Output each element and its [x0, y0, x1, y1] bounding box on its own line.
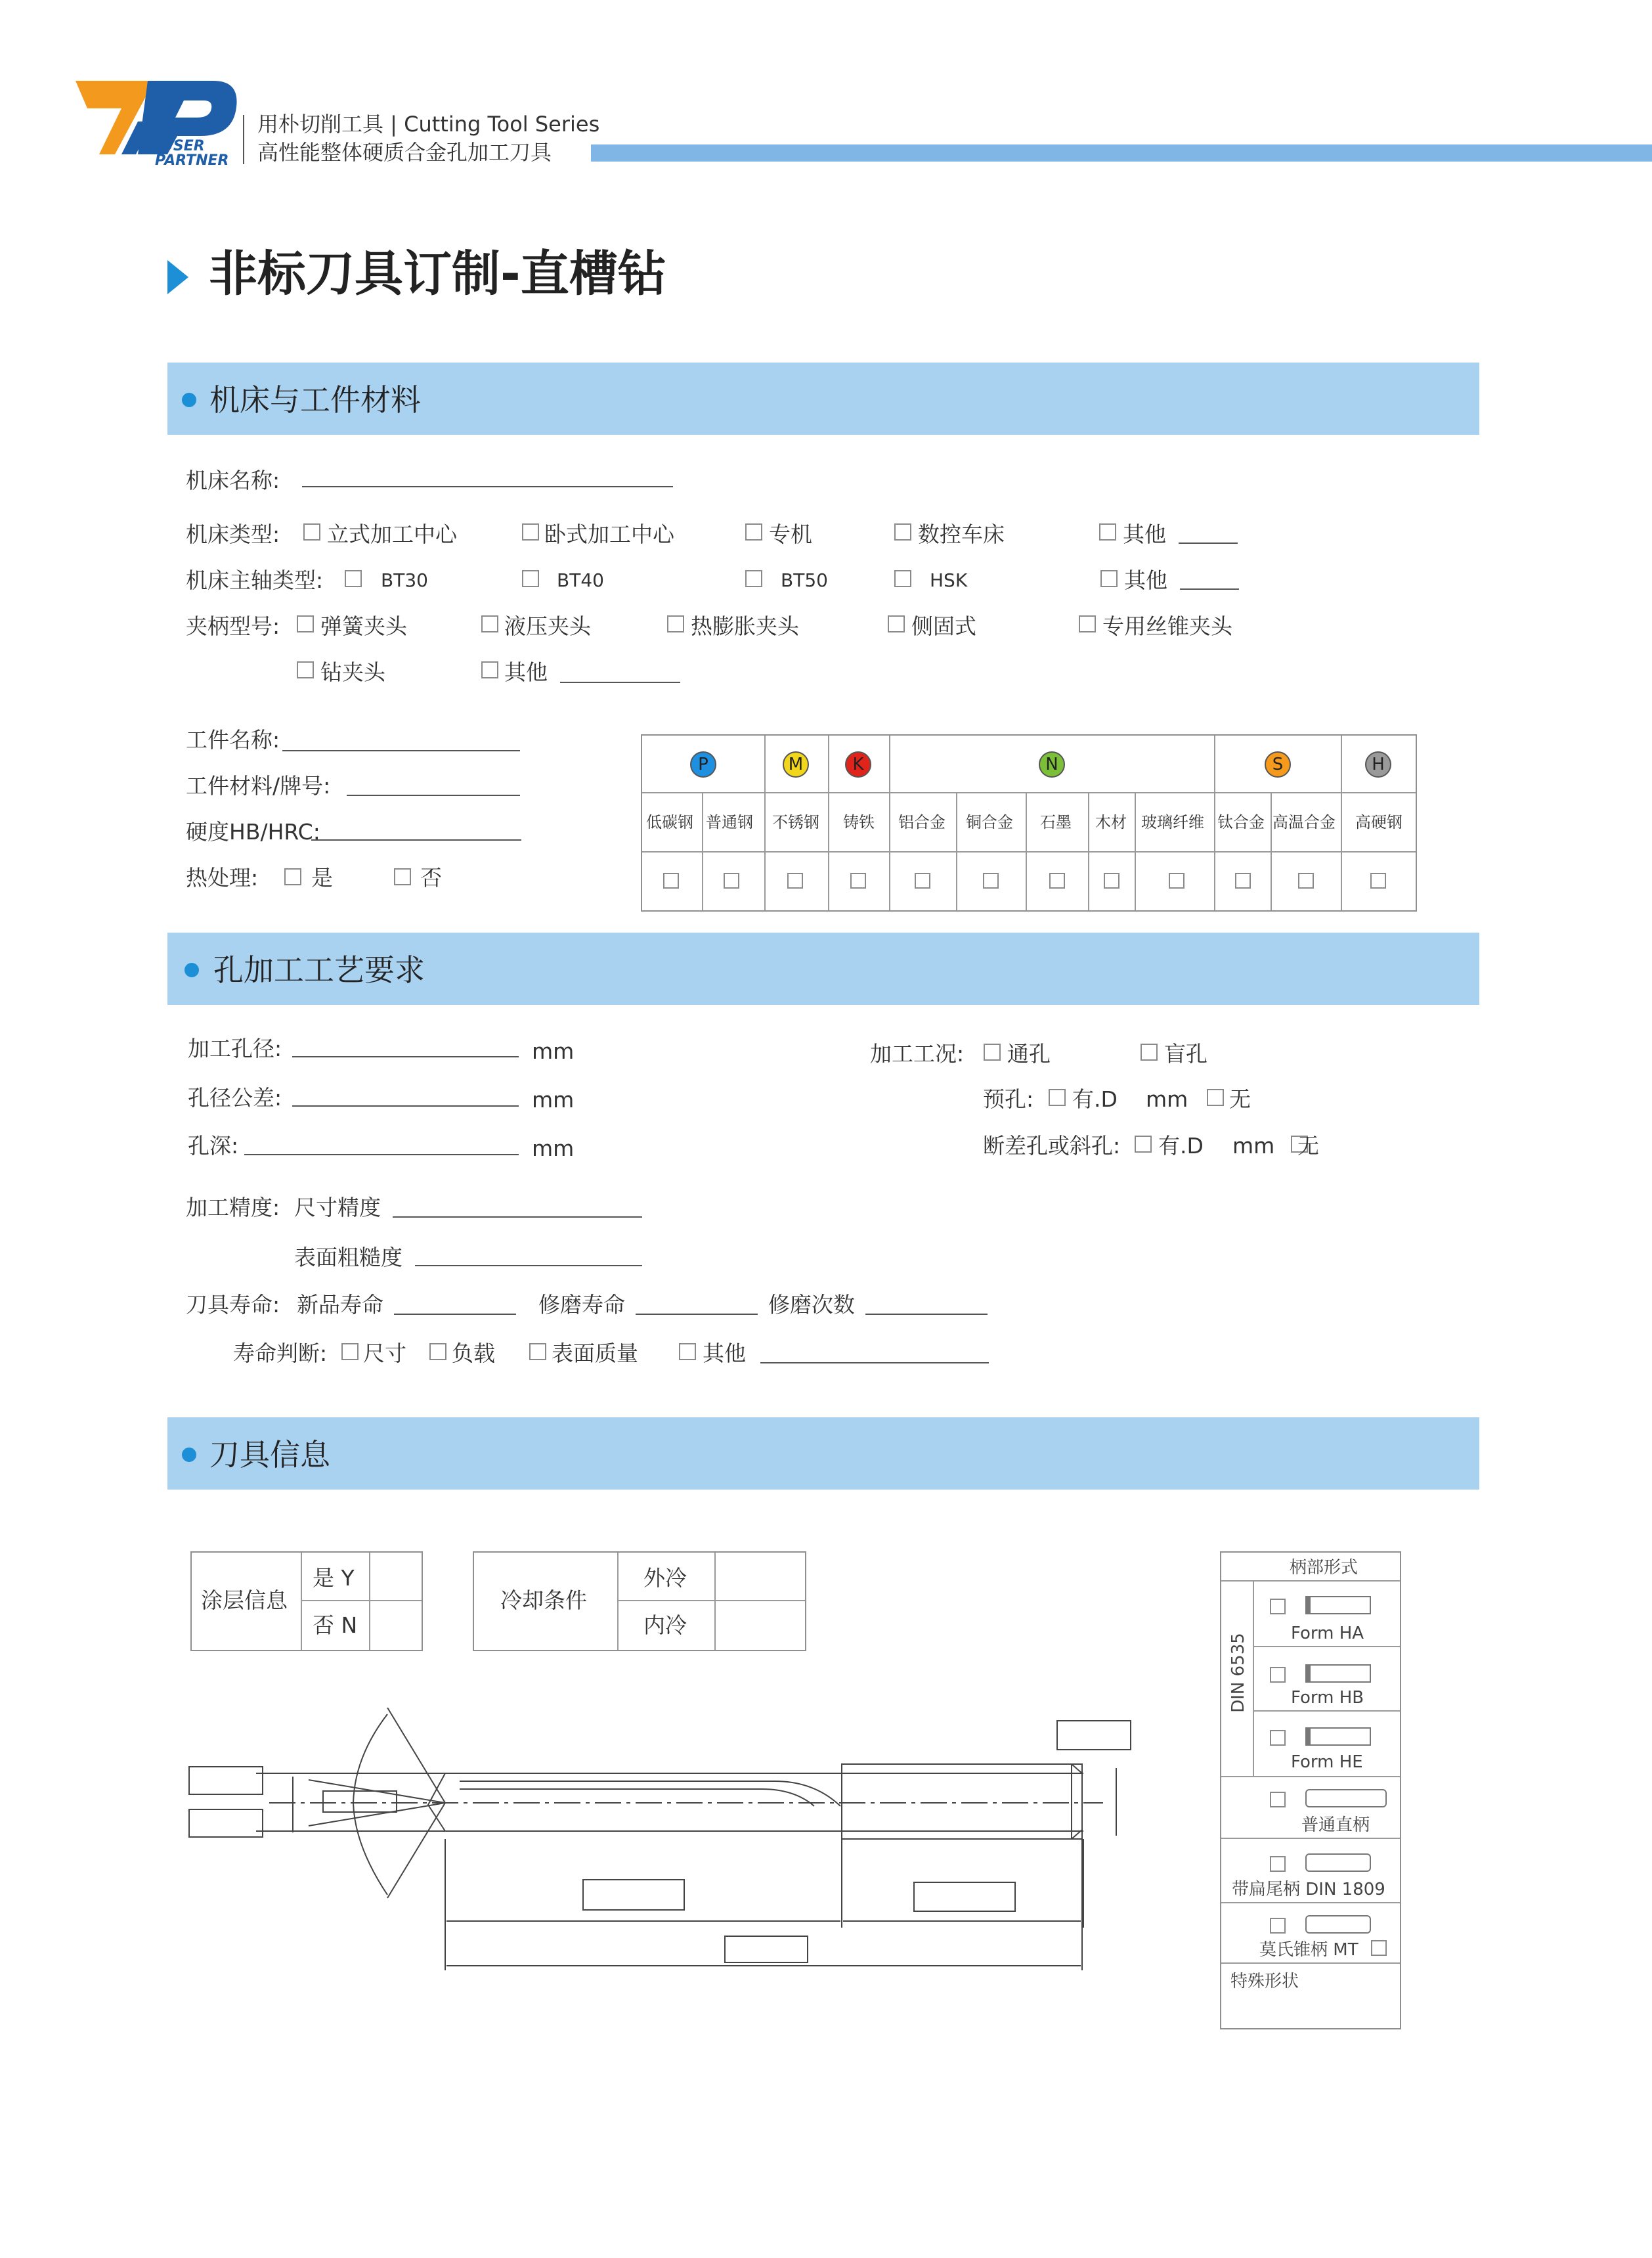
col-divider: [764, 736, 766, 910]
col-divider: [1341, 736, 1342, 910]
col-divider: [1088, 792, 1089, 910]
option-label: 尺寸: [363, 1340, 406, 1366]
material-col-label: 木材: [1095, 813, 1127, 831]
coating-no-label: 否 N: [313, 1612, 358, 1638]
row-divider: [642, 792, 1416, 793]
row-divider: [1221, 1580, 1400, 1582]
bullet-icon: [182, 1448, 196, 1462]
checkbox[interactable]: [667, 615, 684, 632]
material-group-s: S: [1265, 751, 1291, 778]
option-label: 其他: [1123, 521, 1166, 547]
workpiece-name-label: 工件名称:: [186, 727, 280, 753]
life-judgement-label: 寿命判断:: [233, 1340, 328, 1366]
option-label: 专用丝锥夹头: [1102, 613, 1232, 639]
row-divider: [1221, 1838, 1400, 1839]
option-label: 是: [311, 865, 333, 891]
coating-yes-cell[interactable]: [370, 1553, 422, 1599]
surface-roughness-label: 表面粗糙度: [294, 1245, 402, 1270]
row-divider: [1254, 1710, 1400, 1712]
option-label: 表面质量: [552, 1340, 638, 1366]
cooling-external-cell[interactable]: [716, 1553, 805, 1599]
diameter-field[interactable]: [292, 1056, 519, 1057]
row-divider: [1254, 1646, 1400, 1647]
option-label: 负载: [452, 1340, 495, 1366]
checkbox[interactable]: [894, 523, 911, 541]
flat-tang-label: 带扁尾柄 DIN 1809: [1232, 1880, 1385, 1899]
option-label: 液压夹头: [504, 613, 591, 639]
shank-checkbox[interactable]: [1270, 1730, 1286, 1746]
checkbox[interactable]: [303, 523, 320, 541]
regrind-count-label: 修磨次数: [768, 1292, 855, 1317]
coating-yes-label: 是 Y: [313, 1565, 355, 1591]
shank-checkbox[interactable]: [1270, 1599, 1286, 1614]
depth-field[interactable]: [244, 1154, 519, 1155]
checkbox[interactable]: [745, 523, 762, 541]
material-group-n: N: [1039, 751, 1065, 778]
material-col-label: 高温合金: [1272, 813, 1336, 831]
hardness-field[interactable]: [311, 839, 521, 841]
option-label: 无: [1229, 1086, 1251, 1112]
title-arrow-icon: [167, 260, 188, 294]
din-label: DIN 6535: [1228, 1633, 1248, 1713]
material-col-label: 不锈钢: [772, 813, 819, 831]
material-group-h: H: [1365, 751, 1391, 778]
checkbox[interactable]: [297, 615, 314, 632]
shank-dia-input-box[interactable]: [1057, 1721, 1131, 1750]
spindle-type-label: 机床主轴类型:: [186, 567, 324, 593]
diameter-input-box[interactable]: [323, 1791, 397, 1812]
unit-label: mm: [532, 1038, 575, 1064]
row-divider: [1221, 1776, 1400, 1777]
brand-line2: PARTNER: [155, 152, 229, 169]
material-checkbox[interactable]: [1104, 873, 1119, 889]
checkbox[interactable]: [341, 1343, 359, 1360]
material-group-p: P: [690, 751, 716, 778]
col-divider: [301, 1553, 302, 1650]
size-precision-label: 尺寸精度: [294, 1195, 381, 1220]
shank-icon: [1305, 1789, 1387, 1807]
shank-checkbox[interactable]: [1270, 1856, 1286, 1872]
prehole-label: 预孔:: [983, 1086, 1034, 1112]
cooling-internal-cell[interactable]: [716, 1601, 805, 1650]
checkbox[interactable]: [984, 1044, 1001, 1061]
straight-shank-label: 普通直柄: [1301, 1815, 1370, 1835]
option-label: 侧固式: [911, 613, 976, 639]
checkbox[interactable]: [394, 868, 411, 885]
material-col-label: 铝合金: [898, 813, 946, 831]
material-checkbox[interactable]: [1370, 873, 1386, 889]
option-label: BT40: [557, 569, 604, 591]
tip-input-box[interactable]: [189, 1809, 263, 1837]
option-label: 弹簧夹头: [320, 613, 407, 639]
new-life-field[interactable]: [394, 1314, 516, 1315]
cooling-internal-label: 内冷: [643, 1612, 687, 1638]
tool-life-label: 刀具寿命:: [186, 1292, 280, 1317]
special-shape-label: 特殊形状: [1230, 1972, 1299, 1991]
col-divider: [1271, 792, 1272, 910]
option-label: 通孔: [1007, 1041, 1051, 1067]
option-label: 其他: [504, 659, 548, 685]
material-checkbox[interactable]: [787, 873, 803, 889]
checkbox[interactable]: [1100, 570, 1118, 587]
section-process-header: [167, 933, 1479, 1005]
checkbox[interactable]: [894, 570, 911, 587]
hardness-label: 硬度HB/HRC:: [186, 819, 320, 845]
material-checkbox[interactable]: [1298, 873, 1314, 889]
material-col-label: 钛合金: [1217, 813, 1265, 831]
unit-label: mm: [1146, 1086, 1188, 1112]
workpiece-material-label: 工件材料/牌号:: [186, 773, 331, 799]
cooling-external-label: 外冷: [643, 1565, 687, 1591]
col-divider: [1135, 792, 1136, 910]
col-divider: [1026, 792, 1027, 910]
option-label: 立式加工中心: [327, 521, 457, 547]
option-label: 钻夹头: [320, 659, 385, 685]
form-ha-label: Form HA: [1291, 1624, 1364, 1643]
option-label: 热膨胀夹头: [691, 613, 799, 639]
material-col-label: 高硬钢: [1355, 813, 1402, 831]
material-checkbox[interactable]: [724, 873, 739, 889]
machine-name-label: 机床名称:: [186, 468, 280, 493]
form-hb-label: Form HB: [1291, 1688, 1364, 1708]
step-hole-label: 断差孔或斜孔:: [983, 1133, 1121, 1159]
checkbox[interactable]: [297, 661, 314, 678]
bullet-icon: [185, 963, 199, 977]
header-divider: [243, 115, 244, 164]
col-divider: [1253, 1580, 1254, 1776]
tolerance-field[interactable]: [292, 1105, 519, 1107]
material-checkbox[interactable]: [850, 873, 866, 889]
col-divider: [617, 1553, 619, 1650]
diameter-label: 加工孔径:: [188, 1036, 282, 1061]
regrind-life-label: 修磨寿命: [538, 1292, 625, 1317]
col-divider: [889, 736, 890, 910]
shank-checkbox[interactable]: [1270, 1792, 1286, 1807]
option-label: 否: [420, 865, 442, 891]
form-he-label: Form HE: [1291, 1752, 1363, 1772]
other-field[interactable]: [1179, 542, 1238, 544]
material-checkbox[interactable]: [983, 873, 999, 889]
col-divider: [702, 792, 703, 910]
option-label: 无: [1297, 1133, 1319, 1159]
flute-length-input-box[interactable]: [583, 1880, 684, 1910]
material-checkbox[interactable]: [1169, 873, 1185, 889]
bullet-icon: [182, 393, 196, 407]
morse-taper-label: 莫氏锥柄 MT: [1259, 1940, 1359, 1960]
regrind-count-field[interactable]: [865, 1314, 988, 1315]
shank-checkbox[interactable]: [1270, 1667, 1286, 1683]
surface-roughness-field[interactable]: [415, 1265, 642, 1266]
machine-name-field[interactable]: [302, 486, 673, 487]
col-divider: [1214, 736, 1215, 910]
option-label: 数控车床: [918, 521, 1005, 547]
checkbox[interactable]: [888, 615, 905, 632]
section-tool-header: [167, 1417, 1479, 1490]
option-label: 其他: [1124, 567, 1167, 593]
checkbox[interactable]: [1207, 1089, 1224, 1106]
option-label: 其他: [703, 1340, 746, 1366]
series-text: 用朴切削工具 | Cutting Tool Series: [257, 112, 600, 137]
new-life-label: 新品寿命: [297, 1292, 383, 1317]
material-col-label: 铜合金: [966, 813, 1013, 831]
material-checkbox[interactable]: [915, 873, 930, 889]
checkbox[interactable]: [522, 570, 539, 587]
regrind-life-field[interactable]: [636, 1314, 758, 1315]
shank-icon: [1305, 1727, 1371, 1746]
section-title: 刀具信息: [209, 1437, 330, 1472]
option-label: BT30: [381, 569, 428, 591]
overall-length-input-box[interactable]: [725, 1936, 808, 1962]
row-divider: [1221, 1902, 1400, 1903]
coating-label: 涂层信息: [201, 1587, 288, 1613]
other-field[interactable]: [1180, 588, 1239, 590]
checkbox[interactable]: [1049, 1089, 1066, 1106]
checkbox[interactable]: [679, 1343, 696, 1360]
section-title: 机床与工件材料: [209, 382, 421, 418]
option-label: 有.D: [1158, 1133, 1204, 1159]
checkbox[interactable]: [1141, 1044, 1158, 1061]
workpiece-name-field[interactable]: [282, 750, 520, 751]
material-group-k: K: [845, 751, 871, 778]
unit-label: mm: [532, 1136, 575, 1161]
material-table: [641, 734, 1417, 912]
shank-icon: [1305, 1853, 1371, 1872]
shank-form-table: [1220, 1551, 1401, 2029]
unit-label: mm: [532, 1087, 575, 1113]
material-col-label: 普通钢: [706, 813, 753, 831]
condition-label: 加工工况:: [870, 1041, 965, 1067]
option-label: BT50: [781, 569, 828, 591]
option-label: 有.D: [1072, 1086, 1118, 1112]
drill-drawing: [184, 1708, 1142, 1983]
unit-label: mm: [1232, 1133, 1275, 1159]
morse-checkbox[interactable]: [1371, 1940, 1387, 1956]
angle-input-box[interactable]: [189, 1767, 263, 1794]
col-divider: [956, 792, 957, 910]
shank-icon: [1305, 1915, 1371, 1934]
option-label: 卧式加工中心: [544, 521, 674, 547]
checkbox[interactable]: [481, 661, 498, 678]
section-title: 孔加工工艺要求: [213, 952, 425, 988]
checkbox[interactable]: [1099, 523, 1116, 541]
brand-line1: USER: [162, 138, 205, 154]
material-checkbox[interactable]: [1235, 873, 1251, 889]
size-precision-field[interactable]: [393, 1216, 642, 1218]
shank-form-title: 柄部形式: [1290, 1558, 1359, 1578]
shank-icon: [1305, 1664, 1371, 1683]
option-label: HSK: [930, 569, 968, 591]
checkbox[interactable]: [481, 615, 498, 632]
page-title: 非标刀具订制-直槽钻: [209, 246, 666, 302]
checkbox[interactable]: [1079, 615, 1096, 632]
checkbox[interactable]: [1135, 1136, 1152, 1153]
option-label: 专机: [769, 521, 812, 547]
checkbox[interactable]: [429, 1343, 446, 1360]
col-divider: [828, 736, 829, 910]
header-subtitle: 高性能整体硬质合金孔加工刀具: [257, 140, 552, 165]
checkbox[interactable]: [284, 868, 301, 885]
coating-table: [190, 1551, 423, 1651]
checkbox[interactable]: [745, 570, 762, 587]
coating-no-cell[interactable]: [370, 1601, 422, 1650]
material-col-label: 铸铁: [843, 813, 875, 831]
shank-checkbox[interactable]: [1270, 1918, 1286, 1934]
material-checkbox[interactable]: [1049, 873, 1065, 889]
material-checkbox[interactable]: [663, 873, 679, 889]
holder-type-label: 夹柄型号:: [186, 613, 280, 639]
material-col-label: 低碳钢: [646, 813, 693, 831]
checkbox[interactable]: [529, 1343, 546, 1360]
option-label: 盲孔: [1164, 1041, 1207, 1067]
row-divider: [642, 851, 1416, 852]
cooling-label: 冷却条件: [500, 1587, 587, 1613]
depth-label: 孔深:: [188, 1133, 239, 1159]
precision-label: 加工精度:: [186, 1195, 280, 1220]
checkbox[interactable]: [522, 523, 539, 541]
other-field[interactable]: [760, 1362, 989, 1363]
section-machine-header: [167, 363, 1479, 435]
tolerance-label: 孔径公差:: [188, 1085, 282, 1111]
heat-treatment-label: 热处理:: [186, 865, 259, 891]
header-stripe: [591, 144, 1652, 162]
material-group-m: M: [783, 751, 809, 778]
checkbox[interactable]: [345, 570, 362, 587]
shank-icon: [1305, 1596, 1371, 1614]
workpiece-material-field[interactable]: [347, 795, 520, 796]
other-field[interactable]: [560, 682, 680, 683]
material-col-label: 玻璃纤维: [1141, 813, 1204, 831]
cooling-table: [473, 1551, 806, 1651]
material-col-label: 石墨: [1040, 813, 1072, 831]
shank-length-input-box[interactable]: [914, 1882, 1015, 1911]
row-divider: [1221, 1962, 1400, 1964]
machine-type-label: 机床类型:: [186, 521, 280, 547]
